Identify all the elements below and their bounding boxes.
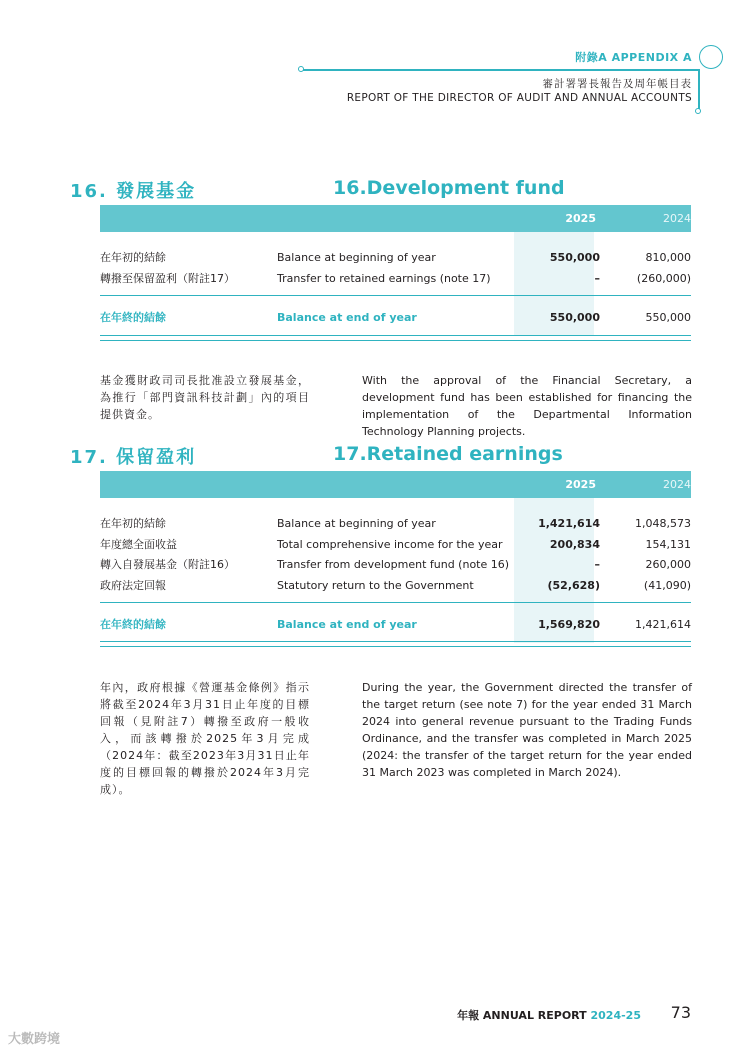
section17-heading-en: 17.Retained earnings <box>333 443 563 465</box>
section16-heading-en: 16.Development fund <box>333 177 565 199</box>
header-rule-end-dot <box>695 108 701 114</box>
section17-total-row: 在年終的結餘 Balance at end of year 1,569,820 1,421,614 <box>100 618 691 631</box>
header-circle-ornament <box>699 45 723 69</box>
table-row: 轉撥至保留盈利（附註17） Transfer to retained earnings (note 17) – (260,000) <box>100 272 691 285</box>
section16-double-rule-top <box>100 335 691 336</box>
table-row: 轉入自發展基金（附註16） Transfer from development fund (note 16) – 260,000 <box>100 558 691 571</box>
table-row: 在年初的結餘 Balance at beginning of year 550,000 810,000 <box>100 251 691 264</box>
section17-subtotal-rule <box>100 602 691 603</box>
section17-double-rule-top <box>100 641 691 642</box>
section16-table-header <box>100 205 691 232</box>
appendix-label: 附錄A APPENDIX A <box>575 51 692 64</box>
section16-note-en: With the approval of the Financial Secretary, a development fund has been established for financing the implementation of the Departmental Information Technology Planning projects. <box>362 374 692 438</box>
section16-col-2025: 2025 <box>565 212 596 225</box>
page-number: 73 <box>670 1003 691 1022</box>
table-row: 在年初的結餘 Balance at beginning of year 1,421,614 1,048,573 <box>100 517 691 530</box>
section17-table-header <box>100 471 691 498</box>
report-title-zh: 審計署署長報告及周年帳目表 <box>542 78 692 90</box>
section17-note-en: During the year, the Government directed the transfer of the target return (see note 7) for the year ended 31 March 2024 into general revenue pursuant to the Trading Funds Ordinance, and the transfer was completed in March 2025 (2024: the transfer of the target return for the year ended 31 March 2023 was completed in March 2024). <box>362 681 692 779</box>
section17-double-rule-bottom <box>100 646 691 647</box>
section17-note-zh: 年內，政府根據《營運基金條例》指示將截至2024年3月31日止年度的目標回報（見附註7）轉撥至政府一般收入，而該轉撥於2025年3月完成（2024年：截至2023年3月31日止年度的目標回報的轉撥於2024年3月完成）。 <box>100 681 310 796</box>
section16-note-zh: 基金獲財政司司長批准設立發展基金，為推行「部門資訊科技計劃」內的項目提供資金。 <box>100 374 310 421</box>
section17-col-2025: 2025 <box>565 478 596 491</box>
report-title-en: REPORT OF THE DIRECTOR OF AUDIT AND ANNUAL ACCOUNTS <box>346 92 692 104</box>
footer-report-label: 年報 ANNUAL REPORT 2024-25 <box>457 1009 641 1022</box>
watermark: 大數跨境 <box>8 1032 61 1047</box>
section16-heading-zh: 16. 發展基金 <box>70 181 197 202</box>
section17-heading-zh: 17. 保留盈利 <box>70 447 197 468</box>
header-rule-start-dot <box>298 66 304 72</box>
section16-double-rule-bottom <box>100 340 691 341</box>
section16-col-2024: 2024 <box>663 212 691 225</box>
section16-total-row: 在年終的結餘 Balance at end of year 550,000 550,000 <box>100 311 691 324</box>
header-rule <box>303 69 698 71</box>
section16-subtotal-rule <box>100 295 691 296</box>
footer-report-year: 2024-25 <box>590 1009 641 1022</box>
table-row: 年度總全面收益 Total comprehensive income for the year 200,834 154,131 <box>100 538 691 551</box>
header-vertical-rule <box>698 69 700 109</box>
table-row: 政府法定回報 Statutory return to the Government (52,628) (41,090) <box>100 579 691 592</box>
section17-col-2024: 2024 <box>663 478 691 491</box>
